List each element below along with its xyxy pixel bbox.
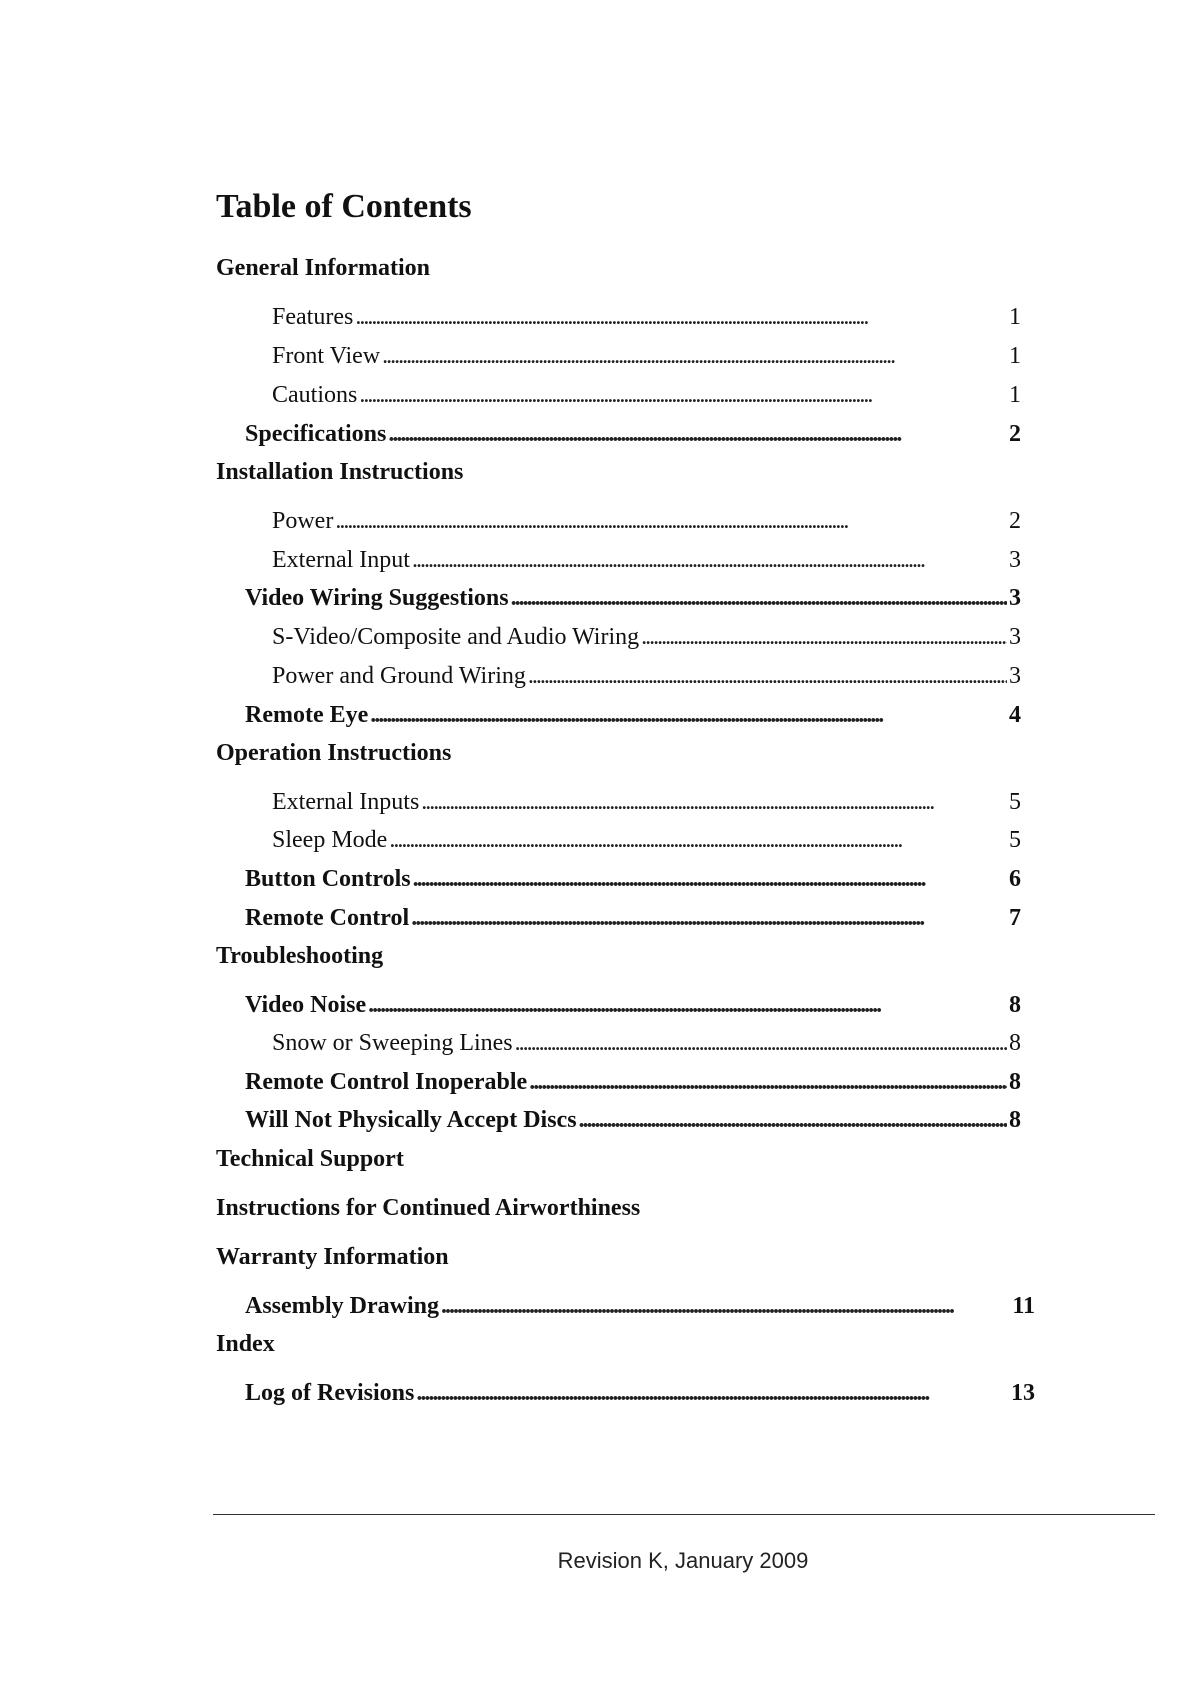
toc-page-number: 1 [1009,304,1021,330]
section-heading-general-information[interactable]: General Information [216,255,430,281]
section-heading-installation-instructions[interactable]: Installation Instructions [216,459,464,485]
toc-entry-label: Cautions [272,382,358,408]
toc-page-number: 4 [1009,702,1021,728]
toc-entry-label: Specifications [245,421,387,447]
toc-entry-label: External Inputs [272,789,420,815]
toc-entry-label: Remote Control [245,905,410,931]
toc-page-number: 7 [1009,905,1021,931]
section-heading-continued-airworthiness[interactable]: Instructions for Continued Airworthiness [216,1195,641,1221]
section-heading-warranty-information[interactable]: Warranty Information [216,1244,449,1270]
toc-entry-label: External Input [272,547,410,573]
toc-page-number: 1 [1009,343,1021,369]
toc-entry-label: Snow or Sweeping Lines [272,1030,513,1056]
toc-page-number: 6 [1009,866,1021,892]
section-heading-index[interactable]: Index [216,1331,275,1357]
toc-entry-label: Log of Revisions [245,1380,415,1406]
toc-page-number: 8 [1009,992,1021,1018]
toc-entry-label: Power and Ground Wiring [272,663,526,689]
toc-page-number: 3 [1009,585,1021,611]
toc-entry-label: Power [272,508,334,534]
section-heading-operation-instructions[interactable]: Operation Instructions [216,740,452,766]
toc-entry-label: Remote Control Inoperable [245,1069,528,1095]
toc-entry-label: Remote Eye [245,702,369,728]
toc-entry-label: S-Video/Composite and Audio Wiring [272,624,640,650]
toc-page-number: 5 [1009,789,1021,815]
toc-page-number: 11 [1012,1293,1035,1319]
toc-entry-label: Button Controls [245,866,411,892]
toc-page-number: 1 [1009,382,1021,408]
toc-page-number: 2 [1009,508,1021,534]
toc-page-number: 8 [1009,1107,1021,1133]
toc-entry-label: Front View [272,343,381,369]
toc-page-number: 3 [1009,624,1021,650]
toc-entry-label: Sleep Mode [272,827,388,853]
toc-entry-label: Features [272,304,354,330]
toc-page-number: 3 [1009,663,1021,689]
toc-entry-label: Will Not Physically Accept Discs [245,1107,577,1133]
toc-page-number: 8 [1009,1030,1021,1056]
toc-page-number: 3 [1009,547,1021,573]
toc-page-number: 8 [1009,1069,1021,1095]
toc-entry-label: Video Noise [245,992,367,1018]
section-heading-technical-support[interactable]: Technical Support [216,1146,404,1172]
toc-page-number: 5 [1009,827,1021,853]
section-heading-troubleshooting[interactable]: Troubleshooting [216,943,384,969]
page-title: Table of Contents [216,188,472,225]
toc-entry-label: Assembly Drawing [245,1293,440,1319]
toc-page-number: 2 [1009,421,1021,447]
toc-page-number: 13 [1011,1380,1035,1406]
toc-entry-label: Video Wiring Suggestions [245,585,509,611]
footer-revision: Revision K, January 2009 [557,1548,809,1573]
